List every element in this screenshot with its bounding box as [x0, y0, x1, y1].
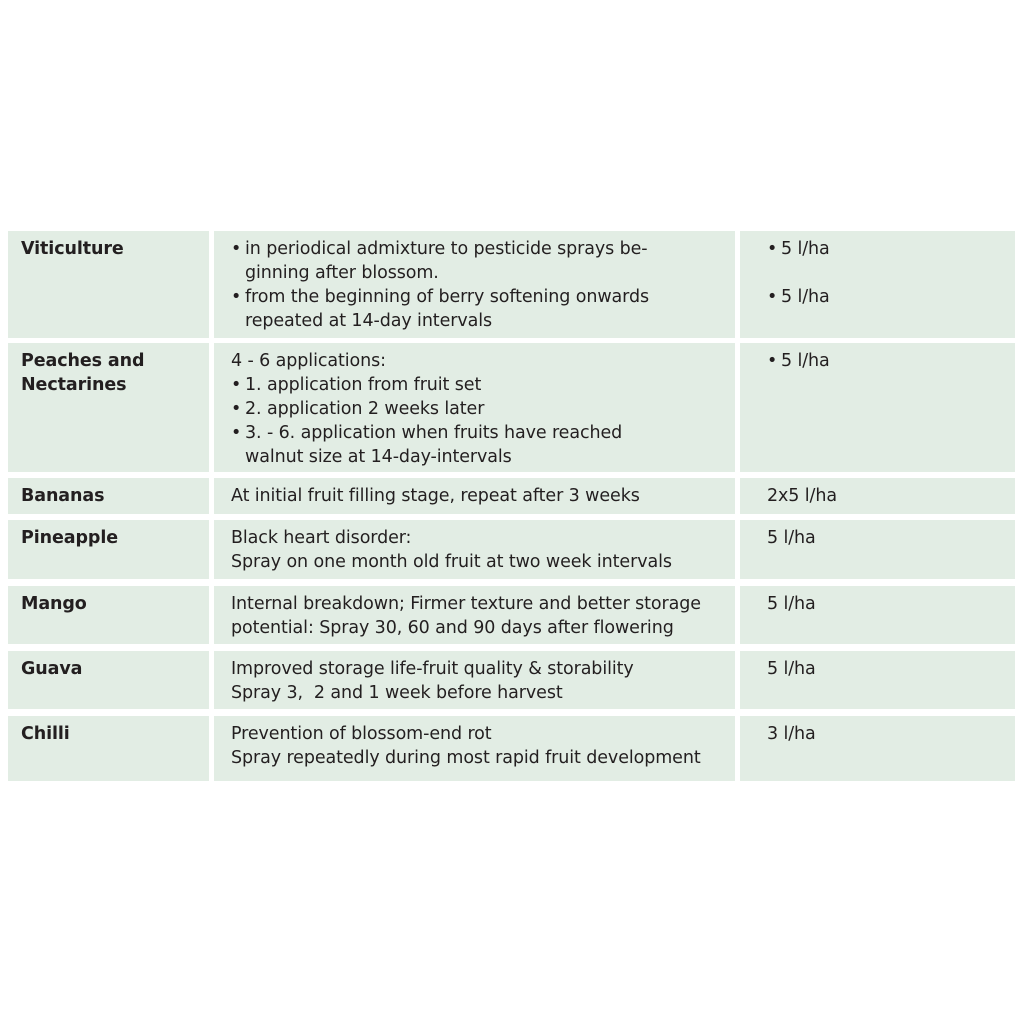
application-line: Spray on one month old fruit at two week intervals — [231, 552, 672, 572]
application-cell-mango — [214, 586, 735, 644]
crop-name: Viticulture — [21, 239, 124, 259]
crop-cell-pineapple — [8, 520, 209, 579]
rate-cell-chilli — [740, 716, 1015, 781]
rate-cell-pineapple — [740, 520, 1015, 579]
crop-name: Mango — [21, 594, 87, 614]
crop-cell-bananas — [8, 478, 209, 514]
rate-cell-viticulture — [740, 231, 1015, 338]
application-cell-guava — [214, 651, 735, 709]
rate-cell-bananas — [740, 478, 1015, 514]
application-line: • 2. application 2 weeks later — [231, 397, 735, 421]
crop-name: Bananas — [21, 486, 105, 506]
crop-name: Nectarines — [21, 375, 127, 395]
application-line: Spray 3, 2 and 1 week before harvest — [231, 683, 563, 703]
application-cell-chilli — [214, 716, 735, 781]
application-line: • 3. - 6. application when fruits have reached — [231, 421, 735, 445]
crop-cell-chilli — [8, 716, 209, 781]
application-cell-viticulture — [214, 231, 735, 338]
crop-name: Chilli — [21, 724, 70, 744]
application-line: walnut size at 14-day-intervals — [245, 447, 512, 467]
crop-name: Pineapple — [21, 528, 118, 548]
rate-value: 5 l/ha — [767, 659, 816, 679]
application-cell-bananas — [214, 478, 735, 514]
rate-value: 5 l/ha — [767, 594, 816, 614]
crop-cell-peaches-nectarines — [8, 343, 209, 472]
rate-value: 3 l/ha — [767, 724, 816, 744]
application-cell-pineapple — [214, 520, 735, 579]
rate-value: • 5 l/ha — [767, 349, 1015, 373]
application-line: repeated at 14-day intervals — [245, 311, 492, 331]
rate-value: 2x5 l/ha — [767, 486, 837, 506]
application-line: Prevention of blossom-end rot — [231, 724, 492, 744]
rate-value: • 5 l/ha — [767, 237, 1015, 261]
crop-cell-viticulture — [8, 231, 209, 338]
crop-name: Peaches and — [21, 351, 145, 371]
application-line: At initial fruit filling stage, repeat after 3 weeks — [231, 486, 640, 506]
application-line: Improved storage life-fruit quality & storability — [231, 659, 634, 679]
application-line: Black heart disorder: — [231, 528, 412, 548]
rate-cell-peaches-nectarines — [740, 343, 1015, 472]
application-cell-peaches-nectarines — [214, 343, 735, 472]
crop-cell-mango — [8, 586, 209, 644]
rate-value: 5 l/ha — [767, 528, 816, 548]
application-line: • 1. application from fruit set — [231, 373, 735, 397]
crop-cell-guava — [8, 651, 209, 709]
application-line: ginning after blossom. — [245, 263, 439, 283]
crop-name: Guava — [21, 659, 83, 679]
application-line: Internal breakdown; Firmer texture and better storage — [231, 594, 701, 614]
rate-cell-guava — [740, 651, 1015, 709]
rate-value: • 5 l/ha — [767, 285, 1015, 309]
application-line: Spray repeatedly during most rapid fruit development — [231, 748, 701, 768]
application-line: • in periodical admixture to pesticide sprays be- — [231, 237, 735, 261]
application-line: • from the beginning of berry softening onwards — [231, 285, 735, 309]
application-line: potential: Spray 30, 60 and 90 days after flowering — [231, 618, 674, 638]
rate-cell-mango — [740, 586, 1015, 644]
application-line: 4 - 6 applications: — [231, 351, 386, 371]
